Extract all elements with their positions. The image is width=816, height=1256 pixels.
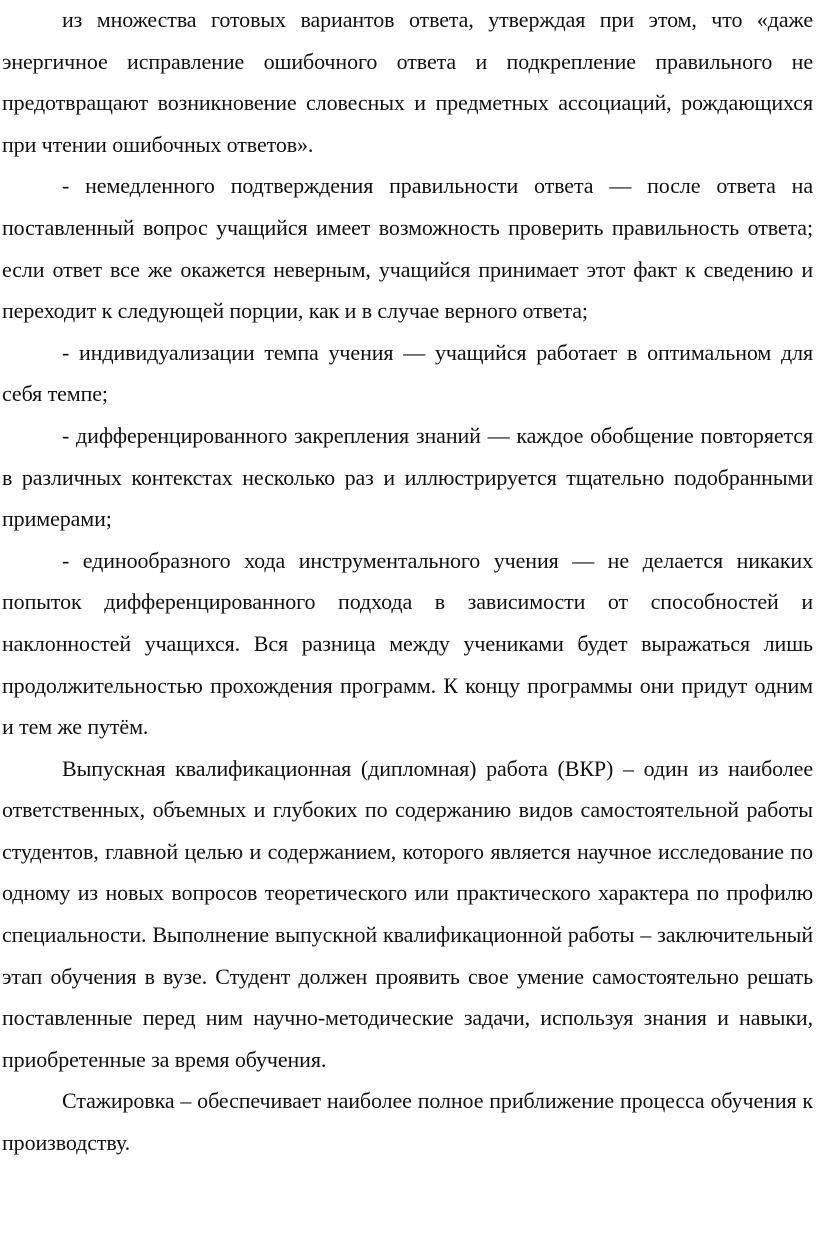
paragraph-continuation: из множества готовых вариантов ответа, утверждая при этом, что «даже энергичное исправление ошибочного ответа и подкрепление правильного не предотвращают возникновение словесных и предметных ассоциаций, рождающихся при чтении ошибочных ответов». [2, 7, 813, 157]
paragraph-individual-pace: - индивидуализации темпа учения — учащийся работает в оптимальном для себя темпе; [2, 339, 813, 407]
paragraph-graduation-thesis: Выпускная квалификационная (дипломная) работа (ВКР) – один из наиболее ответственных, объемных и глубоких по содержанию видов самостоятельной работы студентов, главной целью и содержанием, которого является научное исследование по одному из новых вопросов теоретического или практического характера по профилю специальности. Выполнение выпускной квалификационной работы – заключительный этап обучения в вузе. Студент должен проявить свое умение самостоятельно решать поставленные перед ним научно-методические задачи, используя знания и навыки, приобретенные за время обучения. [2, 755, 813, 1072]
paragraph-immediate-confirmation: - немедленного подтверждения правильности ответа — после ответа на поставленный вопрос учащийся имеет возможность проверить правильность ответа; если ответ все же окажется неверным, учащийся принимает этот факт к сведению и переходит к следующей порции, как и в случае верного ответа; [2, 173, 813, 324]
paragraph-internship: Стажировка – обеспечивает наиболее полное приближение процесса обучения к производству. [2, 1088, 813, 1156]
paragraph-uniform-learning: - единообразного хода инструментального учения — не делается никаких попыток дифференцированного подхода в зависимости от способностей и наклонностей учащихся. Вся разница между учениками будет выражаться лишь продолжительностью прохождения программ. К концу программы они придут одним и тем же путём. [2, 547, 813, 740]
paragraph-differentiated-reinforcement: - дифференцированного закрепления знаний — каждое обобщение повторяется в различных контекстах несколько раз и иллюстрируется тщательно подобранными примерами; [2, 422, 813, 532]
